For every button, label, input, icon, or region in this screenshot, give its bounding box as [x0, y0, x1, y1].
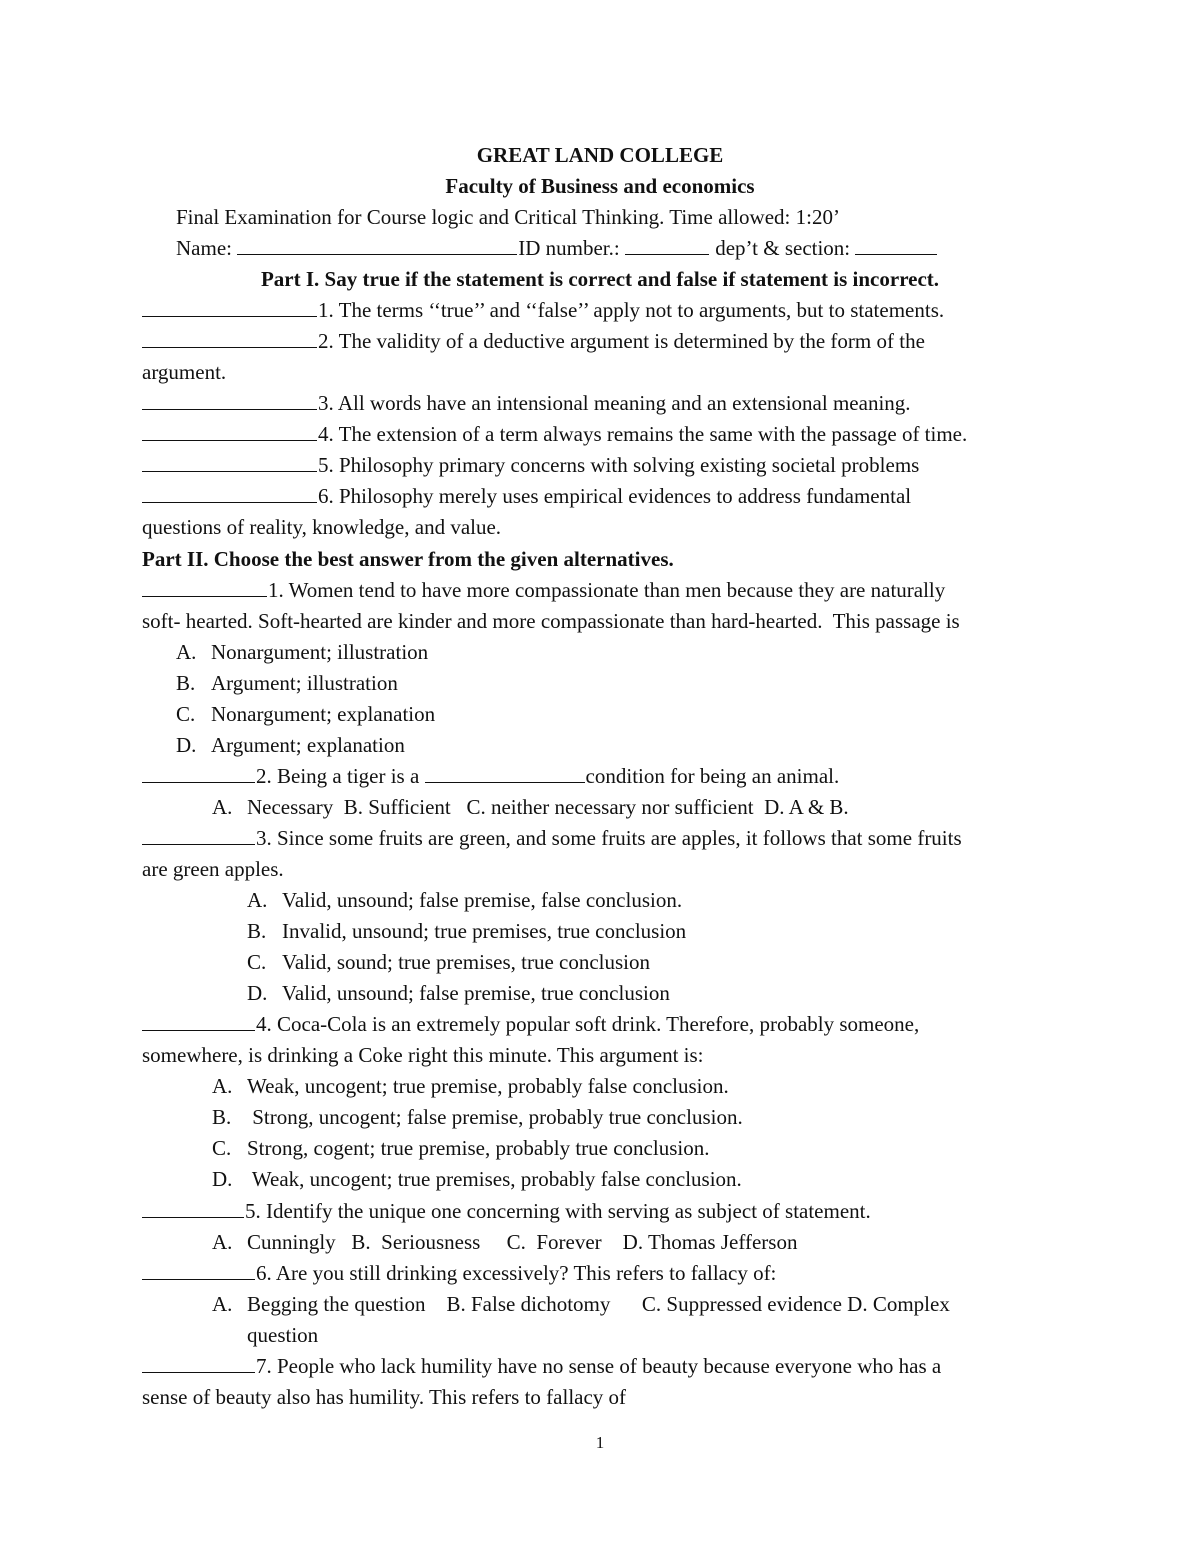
- q4-option-letter: B.: [212, 1105, 232, 1129]
- part1-title: Part I. Say true if the statement is correct and false if statement is incorrect.: [260, 267, 940, 291]
- part2-q4-cont: somewhere, is drinking a Coke right this minute. This argument is:: [142, 1043, 704, 1067]
- q1-option-d: Argument; explanation: [211, 733, 405, 757]
- q3-option-letter: A.: [247, 888, 268, 912]
- part1-item-2: 2. The validity of a deductive argument is determined by the form of the: [142, 326, 925, 357]
- answer-blank[interactable]: [142, 296, 317, 317]
- answer-blank[interactable]: [142, 824, 255, 845]
- q3-option-letter: D.: [247, 981, 268, 1005]
- part2-q7-cont: sense of beauty also has humility. This refers to fallacy of: [142, 1385, 627, 1409]
- q1-option-letter: B.: [176, 671, 196, 695]
- part2-q5: 5. Identify the unique one concerning with serving as subject of statement.: [142, 1196, 871, 1227]
- q6-options: Begging the question B. False dichotomy C. Suppressed evidence D. Complex: [247, 1292, 950, 1316]
- q1-option-letter: A.: [176, 640, 197, 664]
- exam-title: Final Examination for Course logic and Critical Thinking. Time allowed: 1:20’: [176, 205, 840, 229]
- q4-option-letter: A.: [212, 1074, 233, 1098]
- college-title: GREAT LAND COLLEGE: [476, 143, 724, 167]
- answer-blank[interactable]: [142, 389, 317, 410]
- id-label: ID number.:: [518, 236, 625, 260]
- part2-q7: 7. People who lack humility have no sense of beauty because everyone who has a: [142, 1351, 941, 1382]
- faculty-title: Faculty of Business and economics: [445, 174, 755, 198]
- answer-blank[interactable]: [142, 1010, 255, 1031]
- fill-in-blank[interactable]: [425, 762, 585, 783]
- part2-q1-cont: soft- hearted. Soft-hearted are kinder and more compassionate than hard-hearted. This passage is: [142, 609, 960, 633]
- part2-q3-cont: are green apples.: [142, 857, 284, 881]
- page-number: 1: [595, 1433, 605, 1452]
- part2-q3: 3. Since some fruits are green, and some fruits are apples, it follows that some fruits: [142, 823, 962, 854]
- part2-title: Part II. Choose the best answer from the given alternatives.: [142, 547, 674, 571]
- part1-item-4: 4. The extension of a term always remains the same with the passage of time.: [142, 419, 967, 450]
- q4-option-d: Weak, uncogent; true premises, probably false conclusion.: [247, 1167, 742, 1191]
- q3-option-d: Valid, unsound; false premise, true conclusion: [282, 981, 670, 1005]
- part1-item-6: 6. Philosophy merely uses empirical evidences to address fundamental: [142, 481, 911, 512]
- q4-option-a: Weak, uncogent; true premise, probably false conclusion.: [247, 1074, 729, 1098]
- part1-item-5: 5. Philosophy primary concerns with solving existing societal problems: [142, 450, 919, 481]
- q3-option-letter: B.: [247, 919, 267, 943]
- q1-option-letter: D.: [176, 733, 197, 757]
- q6-options-cont: question: [247, 1323, 319, 1347]
- q4-option-c: Strong, cogent; true premise, probably true conclusion.: [247, 1136, 710, 1160]
- q4-option-b: Strong, uncogent; false premise, probably true conclusion.: [247, 1105, 743, 1129]
- part1-item-2-cont: argument.: [142, 360, 227, 384]
- q4-option-letter: D.: [212, 1167, 233, 1191]
- name-blank[interactable]: [237, 234, 517, 255]
- answer-blank[interactable]: [142, 576, 267, 597]
- id-blank[interactable]: [625, 234, 709, 255]
- answer-blank[interactable]: [142, 420, 317, 441]
- answer-blank[interactable]: [142, 482, 317, 503]
- q5-options: Cunningly B. Seriousness C. Forever D. Thomas Jefferson: [247, 1230, 798, 1254]
- answer-blank[interactable]: [142, 451, 317, 472]
- dept-blank[interactable]: [855, 234, 937, 255]
- q1-option-b: Argument; illustration: [211, 671, 398, 695]
- dept-label: dep’t & section:: [709, 236, 856, 260]
- part1-item-1: 1. The terms ‘‘true’’ and ‘‘false’’ apply not to arguments, but to statements.: [142, 295, 944, 326]
- part2-q2: 2. Being a tiger is a condition for being an animal.: [142, 761, 839, 792]
- q1-option-c: Nonargument; explanation: [211, 702, 436, 726]
- part1-item-6-cont: questions of reality, knowledge, and value.: [142, 515, 502, 539]
- q6-option-letter: A.: [212, 1292, 233, 1316]
- q5-option-letter: A.: [212, 1230, 233, 1254]
- q2-option-letter: A.: [212, 795, 233, 819]
- q1-option-a: Nonargument; illustration: [211, 640, 429, 664]
- q3-option-a: Valid, unsound; false premise, false conclusion.: [282, 888, 683, 912]
- q3-option-b: Invalid, unsound; true premises, true conclusion: [282, 919, 687, 943]
- name-label: Name:: [176, 236, 238, 260]
- part2-q4: 4. Coca-Cola is an extremely popular soft drink. Therefore, probably someone,: [142, 1009, 919, 1040]
- q4-option-letter: C.: [212, 1136, 232, 1160]
- q3-option-c: Valid, sound; true premises, true conclusion: [282, 950, 651, 974]
- student-info-line: [176, 233, 938, 264]
- part2-q1: 1. Women tend to have more compassionate than men because they are naturally: [142, 575, 945, 606]
- answer-blank[interactable]: [142, 1352, 255, 1373]
- q1-option-letter: C.: [176, 702, 196, 726]
- part1-item-3: 3. All words have an intensional meaning and an extensional meaning.: [142, 388, 911, 419]
- answer-blank[interactable]: [142, 762, 255, 783]
- q3-option-letter: C.: [247, 950, 267, 974]
- answer-blank[interactable]: [142, 1197, 244, 1218]
- answer-blank[interactable]: [142, 327, 317, 348]
- q2-options: Necessary B. Sufficient C. neither necessary nor sufficient D. A & B.: [247, 795, 849, 819]
- answer-blank[interactable]: [142, 1259, 255, 1280]
- part2-q6: 6. Are you still drinking excessively? This refers to fallacy of:: [142, 1258, 776, 1289]
